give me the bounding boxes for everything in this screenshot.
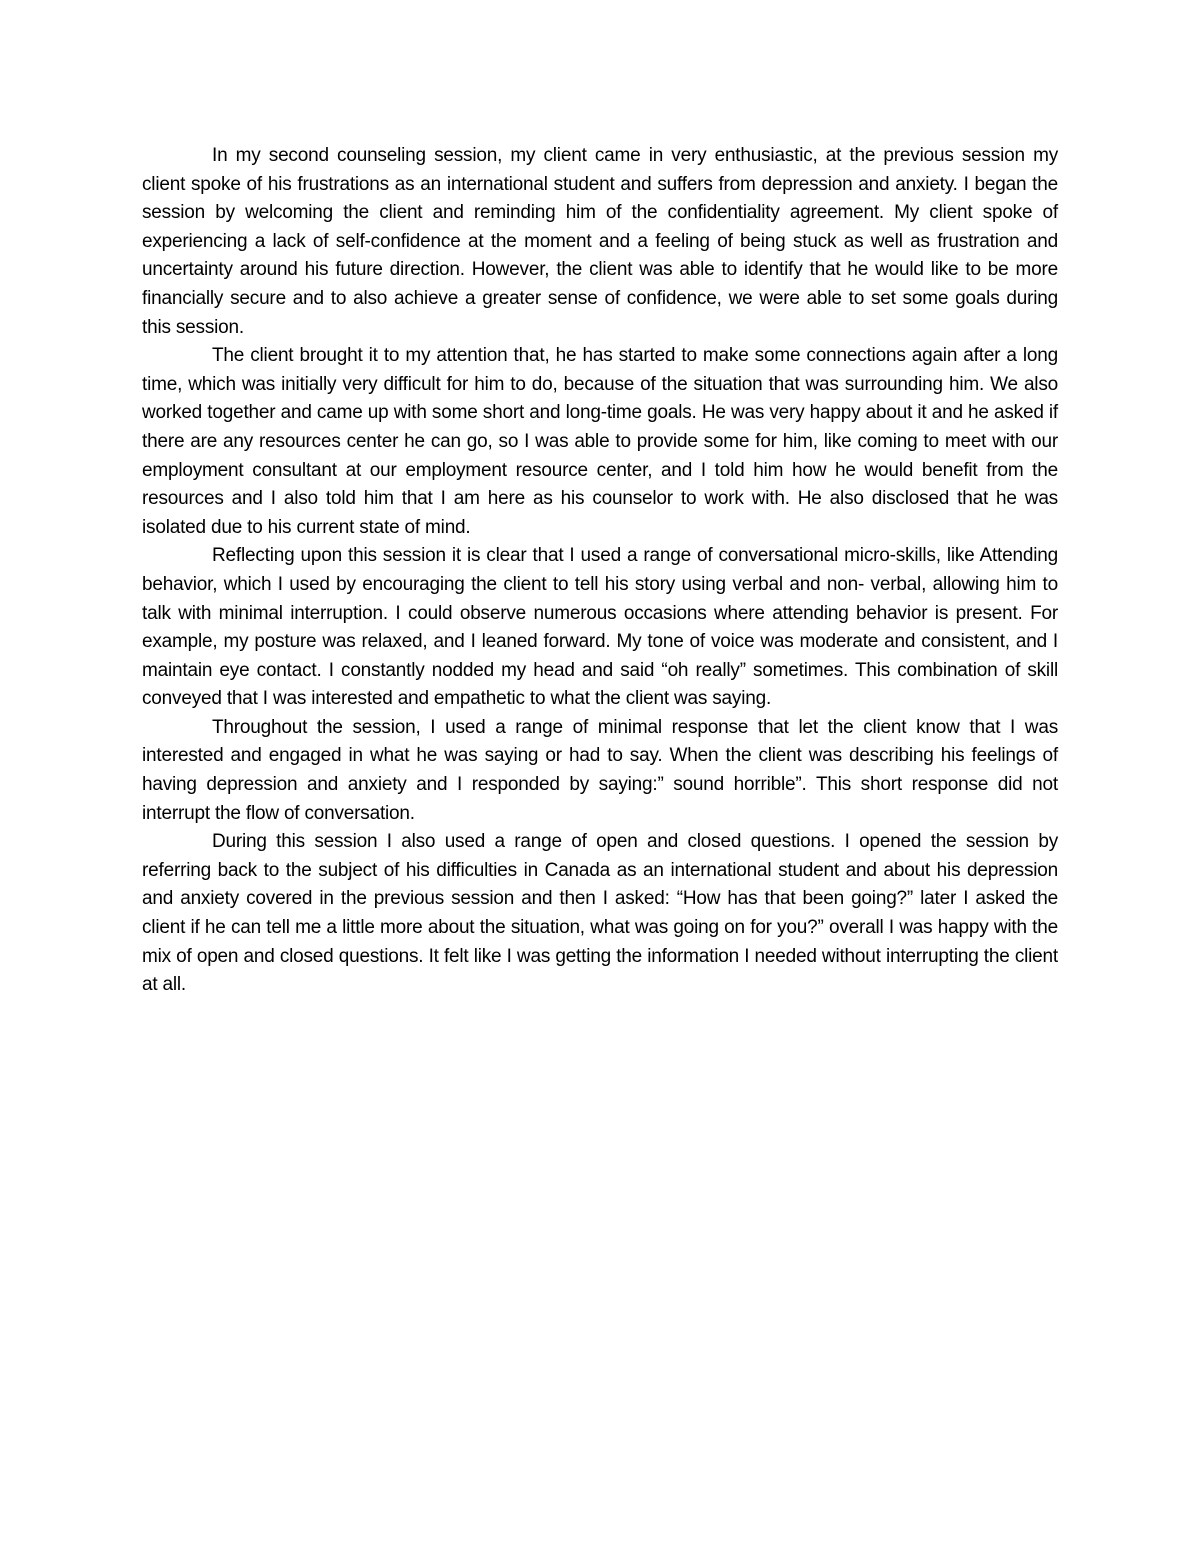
paragraph-3: Reflecting upon this session it is clear that I used a range of conversational micro-skills, like Attending behavior, which I used by encouraging the client to tell his story using verbal and non- verbal, allowing him to talk with minimal interruption. I could observe numerous occasions where attending behavior is present. For example, my posture was relaxed, and I leaned forward. My tone of voice was moderate and consistent, and I maintain eye contact. I constantly nodded my head and said “oh really” sometimes. This combination of skill conveyed that I was interested and empathetic to what the client was saying. (142, 545, 1058, 710)
document-body (142, 142, 1058, 1000)
paragraph-2: The client brought it to my attention that, he has started to make some connections again after a long time, which was initially very difficult for him to do, because of the situation that was surrounding him. We also worked together and came up with some short and long-time goals. He was very happy about it and he asked if there are any resources center he can go, so I was able to provide some for him, like coming to meet with our employment consultant at our employment resource center, and I told him how he would benefit from the resources and I also told him that I am here as his counselor to work with. He also disclosed that he was isolated due to his current state of mind. (142, 345, 1058, 538)
paragraph-4: Throughout the session, I used a range of minimal response that let the client know that I was interested and engaged in what he was saying or had to say. When the client was describing his feelings of having depression and anxiety and I responded by saying:” sound horrible”. This short response did not interrupt the flow of conversation. (142, 716, 1058, 824)
paragraph-1: In my second counseling session, my client came in very enthusiastic, at the previous session my client spoke of his frustrations as an international student and suffers from depression and anxiety. I began the session by welcoming the client and reminding him of the confidentiality agreement. My client spoke of experiencing a lack of self-confidence at the moment and a feeling of being stuck as well as frustration and uncertainty around his future direction. However, the client was able to identify that he would like to be more financially secure and to also achieve a greater sense of confidence, we were able to set some goals during this session. (142, 145, 1058, 338)
paragraph-5: During this session I also used a range of open and closed questions. I opened the session by referring back to the subject of his difficulties in Canada as an international student and about his depression and anxiety covered in the previous session and then I asked: “How has that been going?” later I asked the client if he can tell me a little more about the situation, what was going on for you?” overall I was happy with the mix of open and closed questions. It felt like I was getting the information I needed without interrupting the client at all. (142, 831, 1058, 996)
